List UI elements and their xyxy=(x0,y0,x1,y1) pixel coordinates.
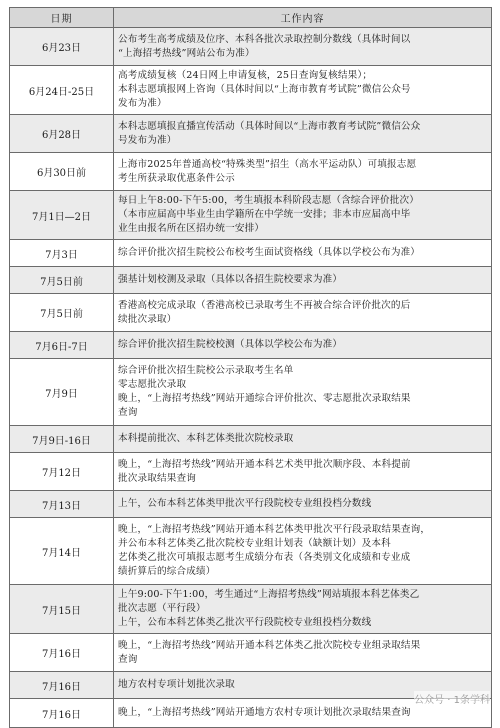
content-line: 号发布为准） xyxy=(118,134,177,146)
row-content xyxy=(114,491,492,518)
row-date: 7月6日-7日 xyxy=(10,332,114,359)
content-line: 考生所获录取优惠条件公示 xyxy=(118,172,235,184)
row-date: 7月16日 xyxy=(10,699,114,728)
row-date: 6月30日前 xyxy=(10,153,114,191)
row-date: 7月9日 xyxy=(10,359,114,426)
content-line: 晚上，“上海招考热线”网站开通本科艺体类乙批次院校专业组录取结果 xyxy=(118,639,421,651)
table-row xyxy=(10,267,492,294)
row-date: 7月16日 xyxy=(10,672,114,699)
row-content xyxy=(114,191,492,240)
content-line: 查询 xyxy=(118,406,138,418)
content-line: 查询 xyxy=(118,653,138,665)
row-date: 7月9日-16日 xyxy=(10,426,114,453)
content-line: 晚上，“上海招考热线”网站开通本科艺术类甲批次顺序段、本科提前 xyxy=(118,458,411,470)
table-row xyxy=(10,634,492,672)
row-content xyxy=(114,240,492,267)
row-content xyxy=(114,634,492,672)
table-row xyxy=(10,28,492,66)
content-line: 晚上，“上海招考热线”网站开通地方农村专项计划批次录取结果查询 xyxy=(118,707,411,719)
content-column-header: 工作内容 xyxy=(114,8,492,28)
table-row xyxy=(10,426,492,453)
row-date: 7月12日 xyxy=(10,453,114,491)
row-date: 7月1日—2日 xyxy=(10,191,114,240)
content-line: 综合评价批次招生院校公布校考生面试资格线（具体以学校公布为准） xyxy=(118,247,421,259)
content-line: 上午，公布本科艺体类甲批次平行段院校专业组投档分数线 xyxy=(118,498,372,510)
content-line: 绩折算后的综合成绩） xyxy=(118,565,216,577)
content-line: 批次录取结果查询 xyxy=(118,472,196,484)
content-line: 本科提前批次、本科艺体类批次院校录取 xyxy=(118,433,294,445)
row-content xyxy=(114,28,492,66)
table-row xyxy=(10,491,492,518)
content-line: 晚上，“上海招考热线”网站开通本科艺体类甲批次平行段录取结果查询， xyxy=(118,524,431,536)
table-row xyxy=(10,153,492,191)
content-line: 晚上，“上海招考热线”网站开通综合评价批次、零志愿批次录取结果 xyxy=(118,393,411,404)
row-date: 6月28日 xyxy=(10,115,114,153)
table-row xyxy=(10,115,492,153)
table-row xyxy=(10,66,492,115)
date-column-header: 日期 xyxy=(10,8,114,28)
table-header-row xyxy=(10,8,492,28)
content-line: 本科志愿填报网上咨询（具体时间以“上海市教育考试院”微信公众号 xyxy=(118,84,411,96)
content-line: 并公布本科艺体类乙批次院校专业组计划表（缺额计划）及本科 xyxy=(118,538,391,550)
row-content xyxy=(114,359,492,426)
row-content xyxy=(114,294,492,332)
row-content xyxy=(114,115,492,153)
content-line: 上午9:00-下午1:00，考生通过“上海招考热线”网站填报本科艺体类乙 xyxy=(118,589,420,601)
row-date: 6月24日-25日 xyxy=(10,66,114,115)
table-row xyxy=(10,359,492,426)
content-line: 上午，公布本科艺体类乙批次平行段院校专业组投档分数线 xyxy=(118,616,372,628)
content-line: 强基计划校测及录取（具体以各招生院校要求为准） xyxy=(118,274,343,286)
row-date: 7月16日 xyxy=(10,634,114,672)
content-line: 综合评价批次招生院校校测（具体以学校公布为准） xyxy=(118,339,343,351)
content-line: 公布考生高考成绩及位序、本科各批次录取控制分数线（具体时间以 xyxy=(118,33,411,45)
content-line: 业生由报名所在区招办统一安排） xyxy=(118,222,265,234)
row-content xyxy=(114,585,492,634)
table-row xyxy=(10,191,492,240)
table-body xyxy=(10,28,492,728)
table-row xyxy=(10,294,492,332)
table-row xyxy=(10,518,492,585)
table-row xyxy=(10,332,492,359)
content-line: 香港高校完成录取（香港高校已录取考生不再被合综合评价批次的后 xyxy=(118,299,411,311)
content-line: “上海招考热线”网站公布为准） xyxy=(118,47,255,59)
table-row xyxy=(10,240,492,267)
row-content xyxy=(114,426,492,453)
content-line: 批次志愿（平行段） xyxy=(118,603,206,615)
content-line: 本科志愿填报直播宣传活动（具体时间以“上海市教育考试院”微信公众 xyxy=(118,120,421,132)
content-line: 综合评价批次招生院校公示录取考生名单 xyxy=(118,365,294,377)
admission-schedule-table xyxy=(9,7,492,728)
content-line: 上海市2025年普通高校“特殊类型”招生（高水平运动队）可填报志愿 xyxy=(118,158,417,170)
content-line: 发布为准） xyxy=(118,97,167,109)
content-line: 续批次录取） xyxy=(118,313,177,325)
content-line: 地方农村专项计划批次录取 xyxy=(118,679,235,691)
row-content xyxy=(114,518,492,585)
content-line: 艺体类乙批次可填报志愿考生成绩分布表（各类别文化成绩和专业成 xyxy=(118,552,411,563)
row-date: 7月13日 xyxy=(10,491,114,518)
content-line: （本市应届高中毕业生由学籍所在中学统一安排；非本市应届高中毕 xyxy=(118,209,411,221)
content-line: 高考成绩复核（24日网上申请复核，25日查询复核结果）； xyxy=(118,70,373,82)
row-date: 7月14日 xyxy=(10,518,114,585)
row-content xyxy=(114,267,492,294)
row-date: 7月5日前 xyxy=(10,294,114,332)
content-line: 每日上午8:00-下午5:00，考生填报本科阶段志愿（含综合评价批次） xyxy=(118,195,420,207)
row-date: 7月15日 xyxy=(10,585,114,634)
row-date: 7月5日前 xyxy=(10,267,114,294)
table-row xyxy=(10,585,492,634)
row-content xyxy=(114,453,492,491)
row-content xyxy=(114,332,492,359)
row-content xyxy=(114,153,492,191)
table-row xyxy=(10,453,492,491)
row-date: 7月3日 xyxy=(10,240,114,267)
watermark: 公众号 · 1条学科 xyxy=(414,691,490,706)
content-line: 零志愿批次录取 xyxy=(118,379,187,391)
row-date: 6月23日 xyxy=(10,28,114,66)
row-content xyxy=(114,66,492,115)
